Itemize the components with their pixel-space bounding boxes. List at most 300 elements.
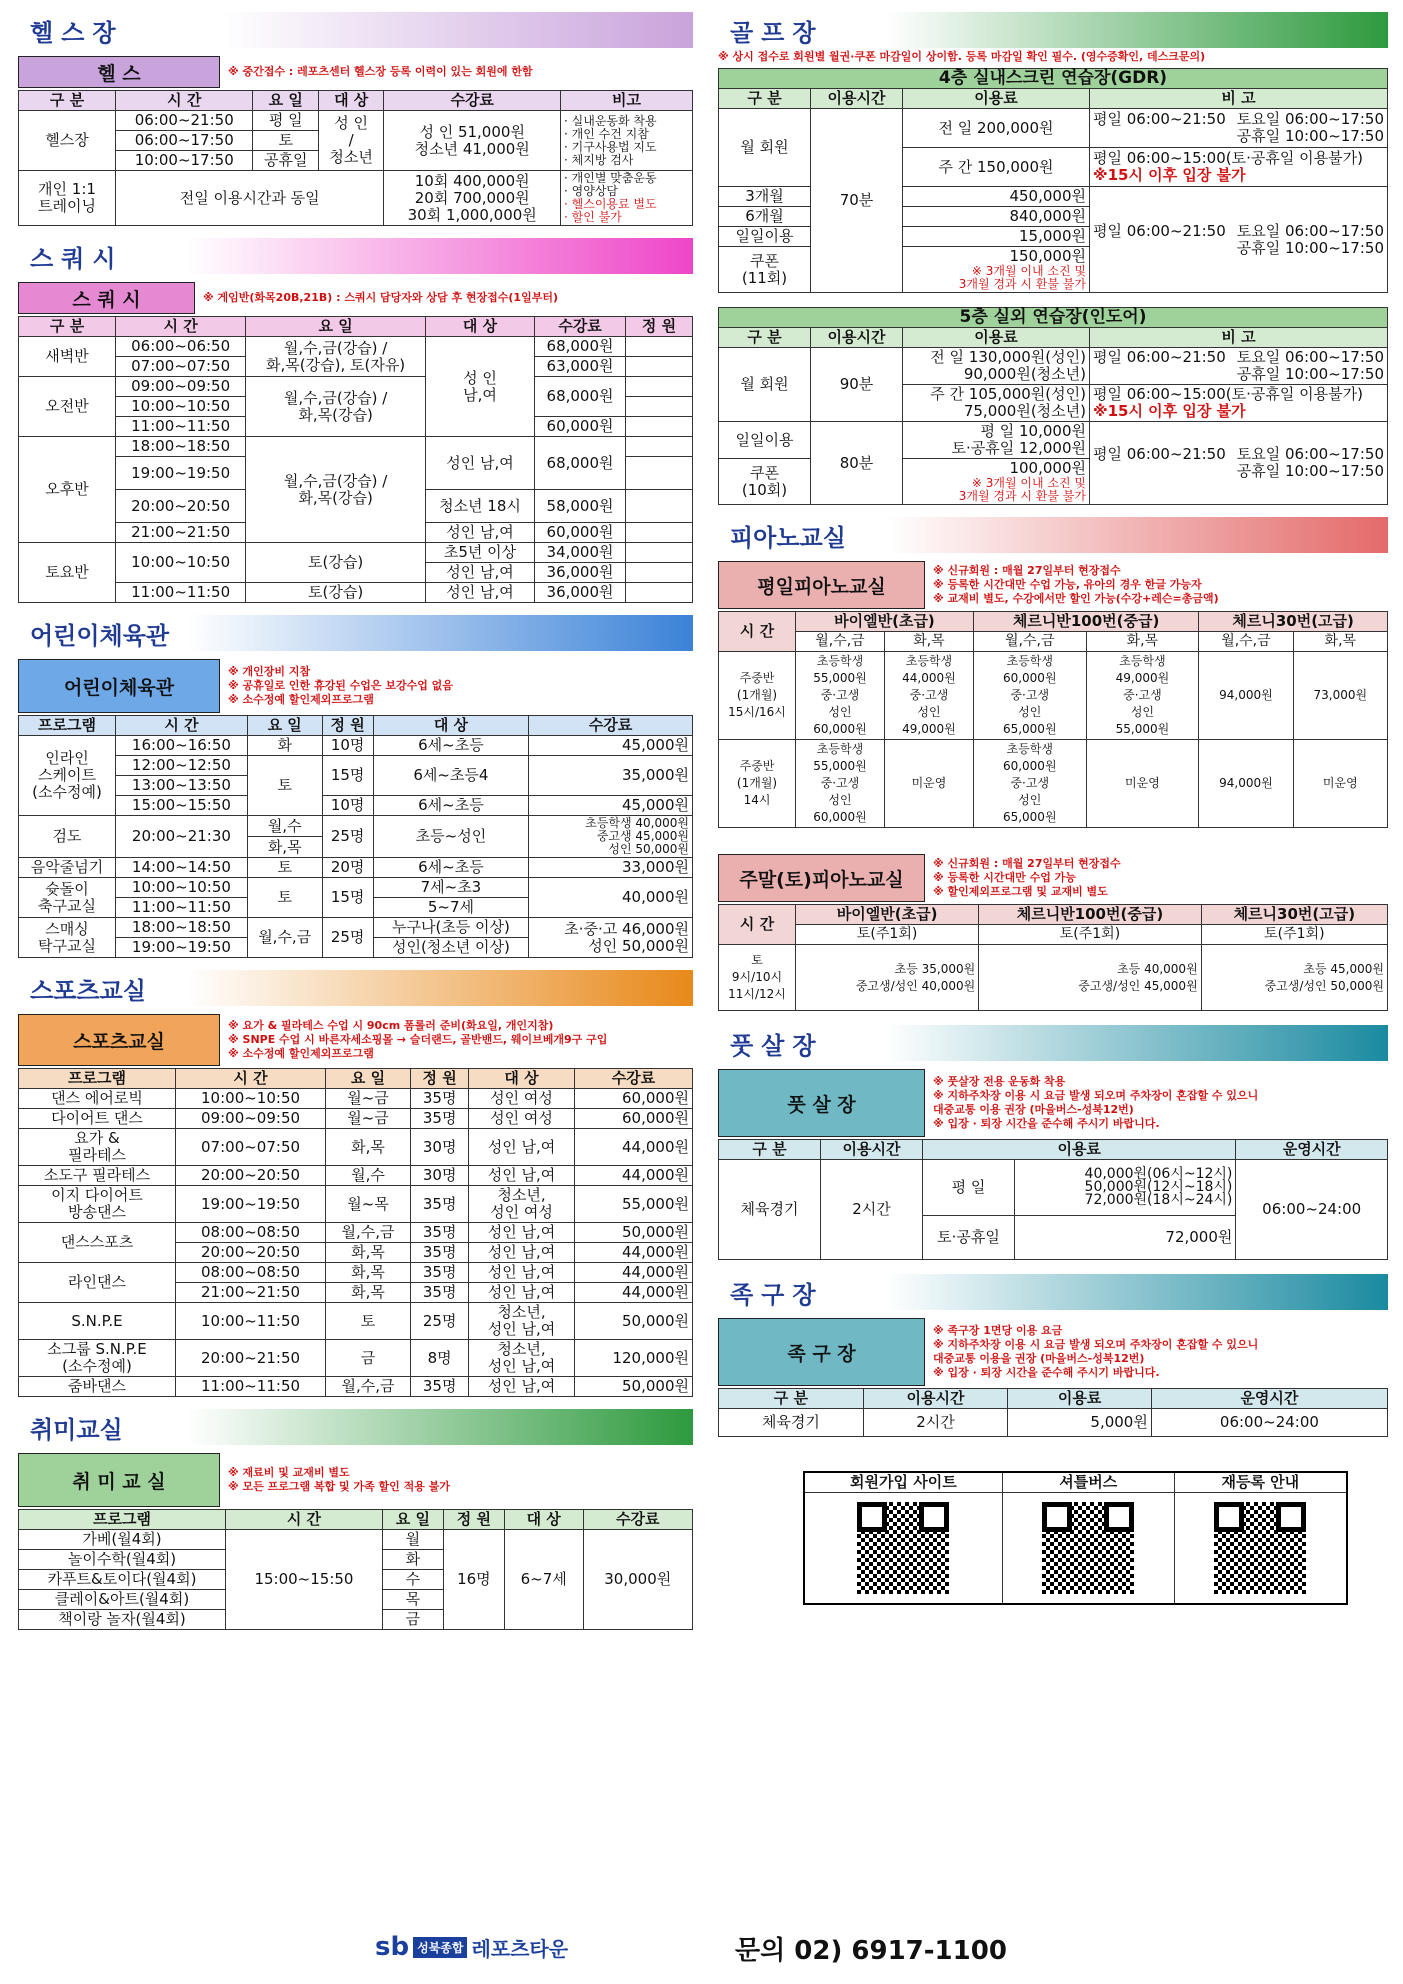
table-cell: 일일이용 bbox=[719, 422, 811, 459]
health-section-header: 헬스장 bbox=[18, 12, 693, 48]
table-cell: 44,000원 bbox=[574, 1166, 692, 1186]
table-header-cell: 비고 bbox=[561, 91, 693, 111]
table-cell: 5,000원 bbox=[1008, 1409, 1152, 1437]
table-cell: 월,수,금 bbox=[796, 632, 885, 652]
table-row bbox=[19, 1089, 693, 1109]
table-header-cell: 요 일 bbox=[326, 1069, 411, 1089]
futsal-table bbox=[718, 1139, 1388, 1260]
table-header-cell: 요 일 bbox=[382, 1510, 443, 1530]
table-cell: 스매싱 탁구교실 bbox=[19, 918, 116, 958]
table-cell: 20:00~20:50 bbox=[116, 490, 246, 523]
table-cell: 13:00~13:50 bbox=[116, 776, 248, 796]
table-header-cell: 요 일 bbox=[253, 91, 318, 111]
piano-weekend-subheader bbox=[718, 854, 1388, 902]
table-cell: 35명 bbox=[411, 1283, 469, 1303]
table-cell: 35명 bbox=[411, 1089, 469, 1109]
table-cell: 94,000원 bbox=[1199, 740, 1293, 828]
table-cell: 화 bbox=[247, 736, 322, 756]
hobby-notes: ※ 재료비 및 교재비 별도 ※ 모든 프로그램 복합 및 가족 할인 적용 불가 bbox=[228, 1466, 450, 1493]
table-cell: 60,000원 bbox=[574, 1089, 692, 1109]
futsal-notes: ※ 풋살장 전용 운동화 착용 ※ 지하주차장 이용 시 요금 발생 되오며 주차장이 혼잡할 수 있으니 대중교통 이용 권장 (마을버스-성북12번) ※ 입장 · 퇴장 시간을 준수해 주시기 바랍니다. bbox=[933, 1075, 1259, 1130]
table-cell: 다이어트 댄스 bbox=[19, 1109, 176, 1129]
table-cell bbox=[626, 563, 693, 583]
table-header-cell: 대 상 bbox=[318, 91, 383, 111]
table-cell: 10:00~10:50 bbox=[176, 1089, 326, 1109]
table-cell: 10:00~10:50 bbox=[116, 543, 246, 583]
table-cell: 21:00~21:50 bbox=[116, 523, 246, 543]
table-cell: 6세~초등 bbox=[373, 736, 528, 756]
sports-section-header: 스포츠교실 bbox=[18, 970, 693, 1006]
qr-code-icon bbox=[857, 1502, 949, 1594]
table-cell: 초등학생 60,000원 중·고생 성인 65,000원 bbox=[973, 740, 1086, 828]
table-cell: 15명 bbox=[322, 756, 373, 796]
table-cell: 35명 bbox=[411, 1186, 469, 1223]
piano-section-header: 피아노교실 bbox=[718, 517, 1388, 553]
table-cell: 초등~성인 bbox=[373, 816, 528, 858]
reregister-qr-code[interactable] bbox=[1174, 1493, 1347, 1605]
contact-phone: 문의 02) 6917-1100 bbox=[735, 1936, 1007, 1966]
golf-outdoor-table bbox=[718, 307, 1388, 505]
signup-qr-code[interactable] bbox=[804, 1493, 1002, 1605]
table-cell: 클레이&아트(월4회) bbox=[19, 1590, 226, 1610]
squash-section-header: 스쿼시 bbox=[18, 238, 693, 274]
table-cell bbox=[626, 397, 693, 417]
table-cell: 06:00~06:50 bbox=[116, 337, 246, 357]
table-header-cell: 운영시간 bbox=[1151, 1389, 1387, 1409]
table-header-cell: 시 간 bbox=[176, 1069, 326, 1089]
table-cell bbox=[626, 337, 693, 357]
table-cell: 성 인 남,여 bbox=[425, 337, 534, 437]
table-cell bbox=[626, 583, 693, 603]
table-row bbox=[19, 1340, 693, 1377]
kids-notes: ※ 개인장비 지참 ※ 공휴일로 인한 휴강된 수업은 보강수업 없음 ※ 소수정예 할인제외프로그램 bbox=[228, 665, 453, 706]
table-header-cell: 프로그램 bbox=[19, 716, 116, 736]
table-cell: 책이랑 놀자(월4회) bbox=[19, 1610, 226, 1630]
table-header-cell: 비 고 bbox=[1090, 328, 1388, 348]
table-cell: 10명 bbox=[322, 796, 373, 816]
table-cell: 월~금 bbox=[326, 1109, 411, 1129]
table-cell: 34,000원 bbox=[535, 543, 626, 563]
table-cell: 초5년 이상 bbox=[425, 543, 534, 563]
table-cell: 12:00~12:50 bbox=[116, 756, 248, 776]
table-cell: · 개인별 맞춤운동 · 영양상담 · 헬스이용료 별도 · 할인 불가 bbox=[561, 171, 693, 226]
table-cell: 7세~초3 bbox=[373, 878, 528, 898]
table-cell: 36,000원 bbox=[535, 583, 626, 603]
qr-code-icon bbox=[1214, 1502, 1306, 1594]
table-cell: 평일 06:00~21:50 토요일 06:00~17:50 공휴일 10:00~17:50 bbox=[1090, 109, 1388, 148]
table-cell: 음악줄넘기 bbox=[19, 858, 116, 878]
table-cell: 토(강습) bbox=[246, 583, 426, 603]
table-cell: 11:00~11:50 bbox=[116, 417, 246, 437]
piano-weekday-subheader bbox=[718, 561, 1388, 609]
table-cell: 토 bbox=[253, 131, 318, 151]
jokgu-subheader bbox=[718, 1318, 1388, 1386]
sports-table bbox=[18, 1068, 693, 1397]
futsal-subheader bbox=[718, 1069, 1388, 1137]
table-cell: 월,수,금(강습) / 화,목(강습), 토(자유) bbox=[246, 337, 426, 377]
table-cell: 450,000원 bbox=[903, 187, 1090, 207]
piano-weekday-table bbox=[718, 611, 1388, 828]
futsal-title-box: 풋 살 장 bbox=[718, 1069, 925, 1137]
table-cell: 60,000원 bbox=[574, 1109, 692, 1129]
table-cell: 쿠폰 (11회) bbox=[719, 247, 811, 293]
table-cell: 화,목 bbox=[326, 1129, 411, 1166]
kids-table bbox=[18, 715, 693, 958]
table-cell: 35,000원 bbox=[529, 756, 693, 796]
table-cell: 35명 bbox=[411, 1377, 469, 1397]
table-cell bbox=[626, 523, 693, 543]
table-cell: 08:00~08:50 bbox=[176, 1263, 326, 1283]
table-cell: 인라인 스케이트 (소수정예) bbox=[19, 736, 116, 816]
table-cell: 토 bbox=[247, 756, 322, 816]
table-cell: 월,수,금 bbox=[973, 632, 1086, 652]
table-header-cell: 시 간 bbox=[226, 1510, 383, 1530]
table-cell: 6개월 bbox=[719, 207, 811, 227]
table-header-cell: 회원가입 사이트 bbox=[804, 1472, 1002, 1493]
table-cell: 55,000원 bbox=[574, 1186, 692, 1223]
table-cell: 일일이용 bbox=[719, 227, 811, 247]
table-cell bbox=[626, 377, 693, 397]
table-cell: 19:00~19:50 bbox=[176, 1186, 326, 1223]
table-cell: 성인 여성 bbox=[469, 1089, 574, 1109]
piano-weekend-box: 주말(토)피아노교실 bbox=[718, 854, 925, 902]
table-header-cell: 이용시간 bbox=[863, 1389, 1008, 1409]
table-cell: 평일 06:00~15:00(토·공휴일 이용불가) ※15시 이후 입장 불가 bbox=[1090, 148, 1388, 187]
table-cell: 전일 이용시간과 동일 bbox=[116, 171, 384, 226]
table-cell: 초등 40,000원 중고생/성인 45,000원 bbox=[979, 945, 1201, 1011]
table-header-cell: 체르니반100번(중급) bbox=[973, 612, 1198, 632]
table-cell: 성인 남,여 bbox=[469, 1166, 574, 1186]
table-cell: 초·중·고 46,000원 성인 50,000원 bbox=[529, 918, 693, 958]
table-cell: 토 bbox=[326, 1303, 411, 1340]
table-cell: 주중반 (1개월) 15시/16시 bbox=[719, 652, 796, 740]
health-subheader bbox=[18, 56, 693, 88]
table-header-cell: 구 분 bbox=[19, 91, 116, 111]
piano-weekend-table bbox=[718, 904, 1388, 1011]
table-cell: 평 일 10,000원 토·공휴일 12,000원 bbox=[903, 422, 1090, 459]
qr-table bbox=[803, 1471, 1348, 1605]
table-cell: 성인 남,여 bbox=[425, 437, 534, 490]
table-cell: 월~목 bbox=[326, 1186, 411, 1223]
hobby-title-box: 취 미 교 실 bbox=[18, 1453, 220, 1507]
table-cell: 초등학생 44,000원 중·고생 성인 49,000원 bbox=[884, 652, 973, 740]
table-header-cell: 요 일 bbox=[246, 317, 426, 337]
table-cell: 성인 남,여 bbox=[469, 1223, 574, 1243]
table-cell: 슛돌이 축구교실 bbox=[19, 878, 116, 918]
jokgu-table bbox=[718, 1388, 1388, 1437]
squash-subheader bbox=[18, 282, 693, 314]
table-cell: 58,000원 bbox=[535, 490, 626, 523]
table-cell: 토·공휴일 bbox=[923, 1216, 1015, 1260]
table-cell: 월 bbox=[382, 1530, 443, 1550]
table-cell: 평일 06:00~21:50 토요일 06:00~17:50 공휴일 10:00~17:50 bbox=[1090, 422, 1388, 505]
table-cell: 90분 bbox=[811, 348, 903, 422]
table-cell: 16명 bbox=[443, 1530, 504, 1630]
table-header-cell: 체르니30번(고급) bbox=[1199, 612, 1388, 632]
table-header-cell: 정 원 bbox=[443, 1510, 504, 1530]
table-row bbox=[19, 1377, 693, 1397]
table-cell: 성인 남,여 bbox=[425, 563, 534, 583]
table-cell: 60,000원 bbox=[535, 417, 626, 437]
table-cell: 미운영 bbox=[1293, 740, 1387, 828]
table-cell: 토(주1회) bbox=[979, 925, 1201, 945]
hobby-subheader bbox=[18, 1453, 693, 1507]
table-header-cell: 정 원 bbox=[322, 716, 373, 736]
table-header-cell: 시 간 bbox=[116, 91, 253, 111]
table-cell bbox=[626, 490, 693, 523]
table-cell: 06:00~24:00 bbox=[1151, 1409, 1387, 1437]
table-cell: 주 간 150,000원 bbox=[903, 148, 1090, 187]
table-cell: 70분 bbox=[811, 109, 903, 293]
table-header-cell: 셔틀버스 bbox=[1002, 1472, 1174, 1493]
table-cell: 09:00~09:50 bbox=[176, 1109, 326, 1129]
table-cell: 초등학생 55,000원 중·고생 성인 60,000원 bbox=[796, 740, 885, 828]
table-header-cell: 바이엘반(초급) bbox=[796, 905, 979, 925]
table-header-cell: 수강료 bbox=[574, 1069, 692, 1089]
table-cell: 금 bbox=[382, 1610, 443, 1630]
table-cell: 11:00~11:50 bbox=[116, 898, 248, 918]
table-cell: 토(주1회) bbox=[1201, 925, 1387, 945]
table-cell: 요가 & 필라테스 bbox=[19, 1129, 176, 1166]
table-cell: 놀이수학(월4회) bbox=[19, 1550, 226, 1570]
table-header-cell: 정 원 bbox=[626, 317, 693, 337]
squash-title-box: 스 쿼 시 bbox=[18, 282, 195, 314]
table-cell: 6~7세 bbox=[504, 1530, 583, 1630]
table-cell: 초등 35,000원 중고생/성인 40,000원 bbox=[796, 945, 979, 1011]
table-cell: 15:00~15:50 bbox=[116, 796, 248, 816]
table-cell: 35명 bbox=[411, 1263, 469, 1283]
table-header-cell: 구 분 bbox=[719, 328, 811, 348]
table-cell: 전 일 130,000원(성인) 90,000원(청소년) bbox=[903, 348, 1090, 385]
table-cell: 초등학생 60,000원 중·고생 성인 65,000원 bbox=[973, 652, 1086, 740]
table-cell: 청소년, 성인 남,여 bbox=[469, 1340, 574, 1377]
table-cell: 20:00~21:30 bbox=[116, 816, 248, 858]
table-cell: 44,000원 bbox=[574, 1129, 692, 1166]
sports-notes: ※ 요가 & 필라테스 수업 시 90cm 폼롤러 준비(화요일, 개인지참) ※ SNPE 수업 시 바른자세소핑몰 → 슬더랜드, 골반밴드, 웨이브베개9구 구입 ※ 소수정예 할인제외프로그램 bbox=[228, 1019, 608, 1060]
table-cell: 06:00~17:50 bbox=[116, 131, 253, 151]
table-cell: 성 인 51,000원 청소년 41,000원 bbox=[384, 111, 561, 171]
sports-title-box: 스포츠교실 bbox=[18, 1014, 220, 1066]
table-row bbox=[19, 1186, 693, 1223]
table-header-cell: 프로그램 bbox=[19, 1510, 226, 1530]
table-cell: 월,수,금 bbox=[1199, 632, 1293, 652]
table-header-cell: 시 간 bbox=[116, 317, 246, 337]
table-cell: 성인 남,여 bbox=[425, 523, 534, 543]
table-cell: 100,000원 ※ 3개월 이내 소진 및 3개월 경과 시 환불 불가 bbox=[903, 459, 1090, 505]
table-cell: · 실내운동화 착용 · 개인 수건 지참 · 기구사용법 지도 · 체지방 검사 bbox=[561, 111, 693, 171]
squash-note: ※ 게임반(화목20B,21B) : 스쿼시 담당자와 상담 후 현장접수(1일부터) bbox=[203, 291, 558, 304]
table-cell: 성인 남,여 bbox=[469, 1377, 574, 1397]
table-cell: 30,000원 bbox=[583, 1530, 693, 1630]
table-cell: 라인댄스 bbox=[19, 1263, 176, 1303]
table-cell: 63,000원 bbox=[535, 357, 626, 377]
table-header-cell: 이용료 bbox=[903, 328, 1090, 348]
table-cell: 성인(청소년 이상) bbox=[373, 938, 528, 958]
jokgu-title-box: 족 구 장 bbox=[718, 1318, 925, 1386]
table-cell: 10:00~11:50 bbox=[176, 1303, 326, 1340]
table-cell: 35명 bbox=[411, 1223, 469, 1243]
table-cell: 카푸트&토이다(월4회) bbox=[19, 1570, 226, 1590]
table-cell: 오후반 bbox=[19, 437, 116, 543]
table-cell bbox=[626, 543, 693, 563]
table-cell: 44,000원 bbox=[574, 1263, 692, 1283]
table-header-cell: 비 고 bbox=[1090, 89, 1388, 109]
table-cell: 화,목 bbox=[247, 837, 322, 858]
table-row bbox=[19, 1166, 693, 1186]
table-cell: 초등학생 49,000원 중·고생 성인 55,000원 bbox=[1086, 652, 1199, 740]
table-cell: 토 9시/10시 11시/12시 bbox=[719, 945, 796, 1011]
table-header-cell: 이용시간 bbox=[821, 1140, 923, 1160]
table-header-cell: 시 간 bbox=[116, 716, 248, 736]
table-cell: 72,000원 bbox=[1015, 1216, 1236, 1260]
table-cell: 성인 여성 bbox=[469, 1109, 574, 1129]
table-cell: 30명 bbox=[411, 1166, 469, 1186]
table-header-cell: 운영시간 bbox=[1236, 1140, 1388, 1160]
table-cell: 월,수,금 bbox=[326, 1223, 411, 1243]
table-cell: 19:00~19:50 bbox=[116, 938, 248, 958]
table-cell: 월 회원 bbox=[719, 348, 811, 422]
table-cell: 화,목 bbox=[1293, 632, 1387, 652]
footer-logo bbox=[375, 1932, 568, 1962]
table-cell: 소도구 필라테스 bbox=[19, 1166, 176, 1186]
table-cell: 20명 bbox=[322, 858, 373, 878]
table-cell: 목 bbox=[382, 1590, 443, 1610]
table-row bbox=[19, 1303, 693, 1340]
table-cell: 성인 남,여 bbox=[469, 1243, 574, 1263]
table-cell: 20:00~20:50 bbox=[176, 1166, 326, 1186]
table-cell: 평일 06:00~21:50 토요일 06:00~17:50 공휴일 10:00~17:50 bbox=[1090, 187, 1388, 293]
table-cell: 초등 45,000원 중고생/성인 50,000원 bbox=[1201, 945, 1387, 1011]
table-cell: 60,000원 bbox=[535, 523, 626, 543]
table-cell: 73,000원 bbox=[1293, 652, 1387, 740]
table-cell: S.N.P.E bbox=[19, 1303, 176, 1340]
table-cell: 68,000원 bbox=[535, 337, 626, 357]
table-cell: 10명 bbox=[322, 736, 373, 756]
table-cell: 11:00~11:50 bbox=[116, 583, 246, 603]
table-cell: 45,000원 bbox=[529, 796, 693, 816]
table-cell: 개인 1:1 트레이닝 bbox=[19, 171, 116, 226]
table-cell: 25명 bbox=[322, 918, 373, 958]
table-header-cell: 체르니반100번(중급) bbox=[979, 905, 1201, 925]
table-cell: 토 bbox=[247, 858, 322, 878]
table-cell: 전 일 200,000원 bbox=[903, 109, 1090, 148]
table-cell: 50,000원 bbox=[574, 1377, 692, 1397]
table-header-cell: 4층 실내스크린 연습장(GDR) bbox=[719, 69, 1388, 89]
golf-note: ※ 상시 접수로 회원별 월권·쿠폰 마감일이 상이함. 등록 마감일 확인 필수. (영수증확인, 데스크문의) bbox=[718, 50, 1206, 63]
table-cell: 평일 06:00~21:50 토요일 06:00~17:50 공휴일 10:00~17:50 bbox=[1090, 348, 1388, 385]
table-header-cell: 바이엘반(초급) bbox=[796, 612, 974, 632]
table-cell: 새벽반 bbox=[19, 337, 116, 377]
table-cell: 35명 bbox=[411, 1243, 469, 1263]
logo-text: 레포츠타운 bbox=[471, 1936, 569, 1961]
table-row bbox=[19, 1109, 693, 1129]
health-table bbox=[18, 90, 693, 226]
table-cell: 월,수 bbox=[326, 1166, 411, 1186]
logo-mark: sb bbox=[375, 1932, 410, 1962]
table-cell: 08:00~08:50 bbox=[176, 1223, 326, 1243]
table-cell: 15명 bbox=[322, 878, 373, 918]
piano-weekend-notes: ※ 신규회원 : 매월 27일부터 현장접수 ※ 등록한 시간대만 수업 가능 ※ 할인제외프로그램 및 교재비 별도 bbox=[933, 857, 1121, 898]
table-cell: 80분 bbox=[811, 422, 903, 505]
table-cell: 화,목 bbox=[884, 632, 973, 652]
table-cell: 월,수,금(강습) / 화,목(강습) bbox=[246, 437, 426, 543]
table-cell: 06:00~24:00 bbox=[1236, 1160, 1388, 1260]
table-cell: 6세~초등4 bbox=[373, 756, 528, 796]
table-row bbox=[19, 1129, 693, 1166]
table-cell: 25명 bbox=[411, 1303, 469, 1340]
futsal-section-header: 풋살장 bbox=[718, 1025, 1388, 1061]
golf-gdr-table bbox=[718, 68, 1388, 293]
table-cell: 15:00~15:50 bbox=[226, 1530, 383, 1630]
qr-code-icon bbox=[1042, 1502, 1134, 1594]
table-cell: 주중반 (1개월) 14시 bbox=[719, 740, 796, 828]
shuttle-qr-code[interactable] bbox=[1002, 1493, 1174, 1605]
table-cell: 10:00~10:50 bbox=[116, 397, 246, 417]
table-cell: 10회 400,000원 20회 700,000원 30회 1,000,000원 bbox=[384, 171, 561, 226]
table-cell: 15,000원 bbox=[903, 227, 1090, 247]
hobby-table bbox=[18, 1509, 693, 1630]
table-cell: 헬스장 bbox=[19, 111, 116, 171]
table-cell: 68,000원 bbox=[535, 437, 626, 490]
table-cell: 68,000원 bbox=[535, 377, 626, 417]
table-header-cell: 수강료 bbox=[384, 91, 561, 111]
table-cell: 11:00~11:50 bbox=[176, 1377, 326, 1397]
table-cell: 초등학생 40,000원 중고생 45,000원 성인 50,000원 bbox=[529, 816, 693, 858]
table-cell: 금 bbox=[326, 1340, 411, 1377]
table-cell: 3개월 bbox=[719, 187, 811, 207]
table-cell: 가베(월4회) bbox=[19, 1530, 226, 1550]
kids-subheader bbox=[18, 659, 693, 713]
table-cell: 성인 남,여 bbox=[425, 583, 534, 603]
table-cell: 18:00~18:50 bbox=[116, 918, 248, 938]
table-cell: 09:00~09:50 bbox=[116, 377, 246, 397]
table-header-cell: 이용료 bbox=[903, 89, 1090, 109]
table-header-cell: 이용시간 bbox=[811, 328, 903, 348]
table-cell: 6세~초등 bbox=[373, 858, 528, 878]
table-cell: 누구나(초등 이상) bbox=[373, 918, 528, 938]
table-header-cell: 체르니30번(고급) bbox=[1201, 905, 1387, 925]
table-cell: 성인 남,여 bbox=[469, 1263, 574, 1283]
health-title-box: 헬 스 bbox=[18, 56, 220, 88]
table-cell: 체육경기 bbox=[719, 1409, 864, 1437]
table-cell: 토(강습) bbox=[246, 543, 426, 583]
table-header-cell: 대 상 bbox=[425, 317, 534, 337]
table-cell: 미운영 bbox=[884, 740, 973, 828]
table-cell: 성인 남,여 bbox=[469, 1283, 574, 1303]
health-note: ※ 중간접수 : 레포츠센터 헬스장 등록 이력이 있는 회원에 한함 bbox=[228, 65, 533, 78]
table-cell: 화 bbox=[382, 1550, 443, 1570]
table-cell: 월,수,금 bbox=[247, 918, 322, 958]
table-cell bbox=[626, 417, 693, 437]
table-header-cell: 정 원 bbox=[411, 1069, 469, 1089]
table-cell: 07:00~07:50 bbox=[116, 357, 246, 377]
table-cell: 44,000원 bbox=[574, 1243, 692, 1263]
table-cell: 월,수,금(강습) / 화,목(강습) bbox=[246, 377, 426, 437]
table-cell: 월~금 bbox=[326, 1089, 411, 1109]
right-column bbox=[718, 8, 1388, 1605]
table-cell: 토요반 bbox=[19, 543, 116, 603]
table-cell: 수 bbox=[382, 1570, 443, 1590]
table-cell: 120,000원 bbox=[574, 1340, 692, 1377]
table-cell: 840,000원 bbox=[903, 207, 1090, 227]
table-cell: 화,목 bbox=[326, 1243, 411, 1263]
table-cell: 06:00~21:50 bbox=[116, 111, 253, 131]
table-cell: 40,000원 bbox=[529, 878, 693, 918]
table-header-cell: 수강료 bbox=[535, 317, 626, 337]
table-cell: 쿠폰 (10회) bbox=[719, 459, 811, 505]
sports-subheader bbox=[18, 1014, 693, 1066]
table-cell: 이지 다이어트 방송댄스 bbox=[19, 1186, 176, 1223]
